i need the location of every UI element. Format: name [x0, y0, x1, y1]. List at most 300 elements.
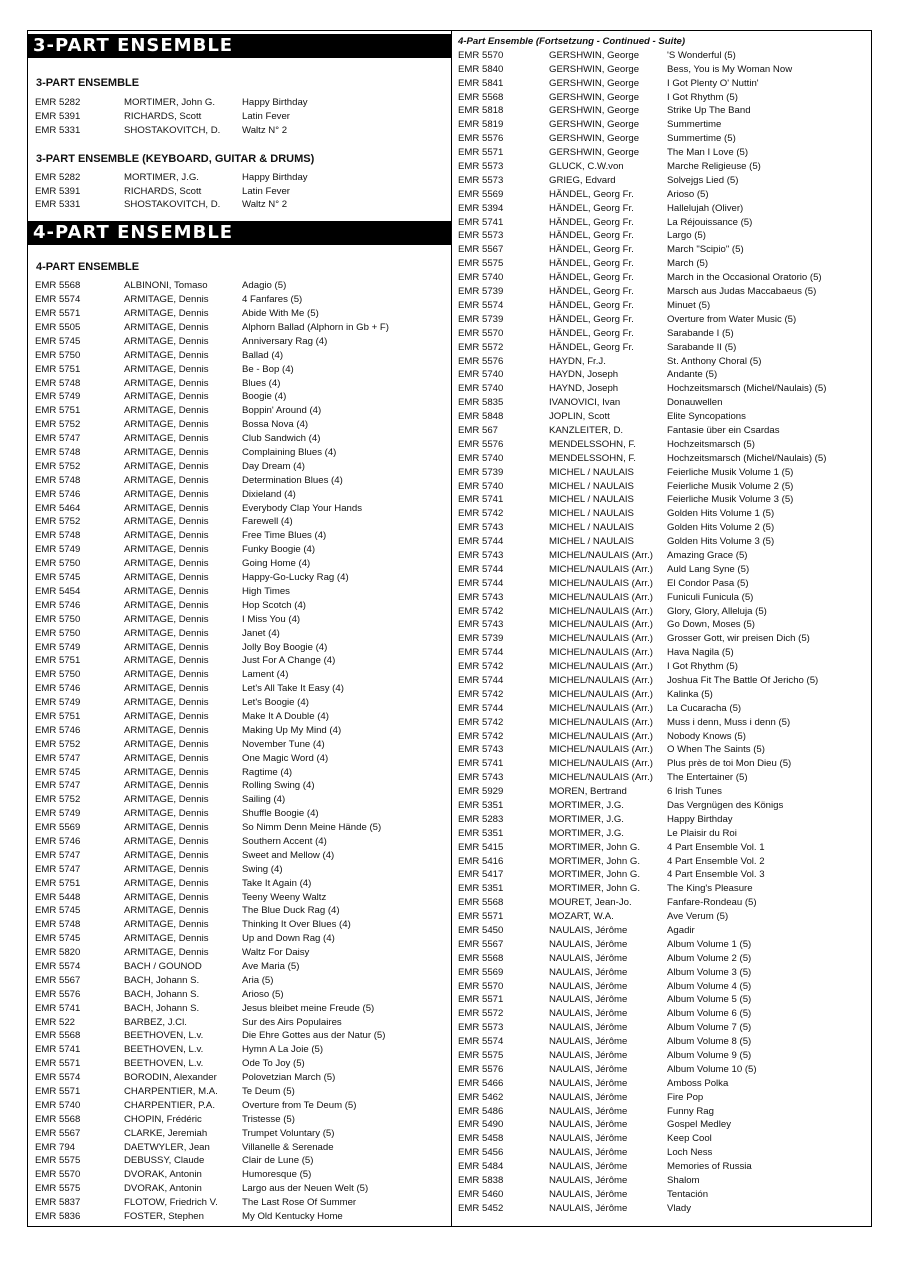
catalog-code: EMR 5572 [458, 341, 504, 353]
catalog-row [452, 91, 872, 105]
work-title: Boogie (4) [242, 391, 287, 403]
catalog-code: EMR 5567 [458, 244, 504, 256]
catalog-code: EMR 5486 [458, 1105, 504, 1117]
work-title: Southern Accent (4) [242, 835, 327, 847]
list-3-part [27, 96, 451, 138]
work-title: Shuffle Boogie (4) [242, 808, 319, 820]
catalog-row [27, 779, 451, 793]
composer-name: NAULAIS, Jérôme [549, 1036, 628, 1048]
work-title: Let's Boogie (4) [242, 697, 309, 709]
work-title: Humoresque (5) [242, 1169, 312, 1181]
catalog-code: EMR 5351 [458, 827, 504, 839]
catalog-row [452, 424, 872, 438]
catalog-row [452, 118, 872, 132]
work-title: Alphorn Ballad (Alphorn in Gb + F) [242, 322, 389, 334]
catalog-code: EMR 5570 [458, 980, 504, 992]
composer-name: CLARKE, Jeremiah [124, 1127, 208, 1139]
catalog-row [452, 1188, 872, 1202]
catalog-row [27, 1043, 451, 1057]
catalog-row [27, 1196, 451, 1210]
catalog-row [452, 702, 872, 716]
composer-name: BORODIN, Alexander [124, 1072, 217, 1084]
composer-name: ARMITAGE, Dennis [124, 641, 209, 653]
composer-name: MICHEL/NAULAIS (Arr.) [549, 647, 653, 659]
catalog-code: EMR 5749 [35, 544, 81, 556]
work-title: Fantasie über ein Csardas [667, 424, 780, 436]
catalog-code: EMR 5569 [458, 188, 504, 200]
catalog-code: EMR 5748 [35, 447, 81, 459]
composer-name: MORTIMER, J.G. [549, 800, 624, 811]
catalog-row [27, 585, 451, 599]
catalog-code: EMR 5574 [458, 1036, 504, 1048]
composer-name: NAULAIS, Jérôme [549, 1147, 628, 1159]
catalog-code: EMR 5574 [458, 299, 504, 311]
composer-name: MICHEL / NAULAIS [549, 536, 634, 548]
catalog-code: EMR 5576 [458, 133, 504, 145]
catalog-code: EMR 794 [35, 1141, 75, 1153]
work-title: Marsch aus Judas Maccabaeus (5) [667, 286, 817, 298]
catalog-code: EMR 5745 [35, 335, 81, 347]
work-title: I Got Rhythm (5) [667, 661, 738, 673]
catalog-row [452, 1035, 872, 1049]
composer-name: ARMITAGE, Dennis [124, 613, 209, 625]
composer-name: MENDELSSOHN, F. [549, 452, 636, 464]
catalog-code: EMR 5505 [35, 322, 81, 334]
catalog-row [452, 493, 872, 507]
catalog-row [452, 771, 872, 785]
list-4-part [27, 279, 451, 1224]
work-title: Hochzeitsmarsch (Michel/Naulais) (5) [667, 452, 827, 464]
work-title: Album Volume 4 (5) [667, 980, 752, 992]
work-title: Abide With Me (5) [242, 308, 319, 320]
work-title: Andante (5) [667, 369, 718, 381]
work-title: Boppin' Around (4) [242, 405, 322, 417]
work-title: High Times [242, 585, 290, 597]
composer-name: NAULAIS, Jérôme [549, 1077, 628, 1089]
catalog-code: EMR 5746 [35, 599, 81, 611]
work-title: Gospel Medley [667, 1119, 731, 1131]
composer-name: ARMITAGE, Dennis [124, 724, 209, 736]
catalog-row [27, 543, 451, 557]
catalog-code: EMR 5331 [35, 124, 81, 136]
composer-name: ARMITAGE, Dennis [124, 585, 209, 597]
work-title: Elite Syncopations [667, 411, 746, 423]
composer-name: NAULAIS, Jérôme [549, 966, 628, 978]
right-column [452, 30, 872, 1216]
composer-name: ARMITAGE, Dennis [124, 335, 209, 347]
composer-name: NAULAIS, Jérôme [549, 1175, 628, 1187]
work-title: Keep Cool [667, 1133, 712, 1145]
catalog-code: EMR 5740 [458, 272, 504, 284]
work-title: March (5) [667, 258, 709, 270]
composer-name: ARMITAGE, Dennis [124, 363, 209, 375]
work-title: Bossa Nova (4) [242, 419, 309, 431]
catalog-row [27, 724, 451, 738]
work-title: El Condor Pasa (5) [667, 577, 749, 589]
composer-name: ALBINONI, Tomaso [124, 280, 208, 292]
composer-name: BACH, Johann S. [124, 974, 200, 986]
catalog-row [452, 104, 872, 118]
work-title: Album Volume 3 (5) [667, 966, 752, 978]
composer-name: DVORAK, Antonin [124, 1183, 202, 1195]
composer-name: GERSHWIN, George [549, 147, 640, 159]
composer-name: GERSHWIN, George [549, 91, 640, 103]
catalog-code: EMR 5575 [458, 258, 504, 270]
catalog-row [27, 321, 451, 335]
catalog-row [452, 966, 872, 980]
catalog-row [452, 1105, 872, 1119]
composer-name: MORTIMER, John G. [549, 841, 640, 853]
work-title: Go Down, Moses (5) [667, 619, 755, 631]
composer-name: MICHEL / NAULAIS [549, 522, 634, 534]
work-title: Hallelujah (Oliver) [667, 202, 744, 214]
work-title: Minuet (5) [667, 299, 711, 311]
composer-name: BACH, Johann S. [124, 1002, 200, 1014]
catalog-code: EMR 5747 [35, 849, 81, 861]
work-title: Grosser Gott, wir preisen Dich (5) [667, 633, 810, 645]
catalog-row [452, 174, 872, 188]
composer-name: BACH / GOUNOD [124, 960, 202, 972]
catalog-code: EMR 5743 [458, 619, 504, 631]
catalog-code: EMR 5417 [458, 869, 504, 881]
catalog-row [452, 980, 872, 994]
catalog-row [27, 766, 451, 780]
work-title: Album Volume 2 (5) [667, 952, 752, 964]
composer-name: ARMITAGE, Dennis [124, 780, 209, 792]
catalog-code: EMR 5752 [35, 419, 81, 431]
work-title: Making Up My Mind (4) [242, 724, 342, 736]
composer-name: NAULAIS, Jérôme [549, 1133, 628, 1145]
catalog-code: EMR 5750 [35, 627, 81, 639]
catalog-row [27, 390, 451, 404]
work-title: Hochzeitsmarsch (5) [667, 438, 755, 450]
catalog-row [27, 502, 451, 516]
catalog-code: EMR 5742 [458, 661, 504, 673]
catalog-code: EMR 5567 [35, 974, 81, 986]
catalog-row [27, 974, 451, 988]
composer-name: HÄNDEL, Georg Fr. [549, 272, 634, 284]
work-title: 6 Irish Tunes [667, 786, 722, 798]
catalog-row [452, 952, 872, 966]
work-title: Jolly Boy Boogie (4) [242, 641, 328, 653]
catalog-row [452, 257, 872, 271]
catalog-row [452, 993, 872, 1007]
work-title: Largo (5) [667, 230, 706, 242]
composer-name: HÄNDEL, Georg Fr. [549, 188, 634, 200]
work-title: Villanelle & Serenade [242, 1141, 334, 1153]
catalog-row [452, 882, 872, 896]
catalog-row [27, 849, 451, 863]
catalog-row [452, 216, 872, 230]
catalog-code: EMR 5743 [458, 591, 504, 603]
work-title: Arioso (5) [667, 188, 709, 200]
composer-name: HÄNDEL, Georg Fr. [549, 299, 634, 311]
catalog-row [452, 480, 872, 494]
catalog-row [452, 591, 872, 605]
work-title: Fanfare-Rondeau (5) [667, 897, 757, 909]
composer-name: MICHEL / NAULAIS [549, 466, 634, 478]
work-title: The Last Rose Of Summer [242, 1197, 357, 1209]
catalog-row [452, 313, 872, 327]
composer-name: SHOSTAKOVITCH, D. [124, 124, 221, 136]
work-title: Free Time Blues (4) [242, 530, 327, 542]
composer-name: CHARPENTIER, P.A. [124, 1099, 215, 1111]
composer-name: ARMITAGE, Dennis [124, 627, 209, 639]
composer-name: NAULAIS, Jérôme [549, 952, 628, 964]
composer-name: MICHEL / NAULAIS [549, 508, 634, 520]
work-title: Album Volume 1 (5) [667, 938, 752, 950]
composer-name: ARMITAGE, Dennis [124, 766, 209, 778]
catalog-code: EMR 5571 [35, 308, 81, 320]
work-title: So Nimm Denn Meine Hände (5) [242, 822, 382, 834]
catalog-code: EMR 5466 [458, 1077, 504, 1089]
catalog-code: EMR 5838 [458, 1175, 504, 1187]
catalog-code: EMR 5741 [458, 758, 504, 770]
composer-name: MICHEL/NAULAIS (Arr.) [549, 674, 653, 686]
catalog-row [452, 1160, 872, 1174]
catalog-code: EMR 5574 [35, 1072, 81, 1084]
work-title: I Got Plenty O' Nuttin' [667, 77, 759, 89]
catalog-code: EMR 5739 [458, 313, 504, 325]
catalog-row [452, 563, 872, 577]
work-title: Te Deum (5) [242, 1086, 295, 1097]
catalog-code: EMR 5282 [35, 97, 81, 108]
catalog-code: EMR 5739 [458, 286, 504, 298]
catalog-code: EMR 5575 [35, 1183, 81, 1195]
work-title: Album Volume 6 (5) [667, 1008, 752, 1020]
catalog-code: EMR 5568 [458, 897, 504, 909]
work-title: Going Home (4) [242, 558, 311, 570]
catalog-row [452, 410, 872, 424]
composer-name: ARMITAGE, Dennis [124, 905, 209, 917]
composer-name: HÄNDEL, Georg Fr. [549, 313, 634, 325]
continued-heading: 4-Part Ensemble (Fortsetzung - Continued - Suite) [458, 36, 686, 47]
composer-name: BEETHOVEN, L.v. [124, 1030, 204, 1042]
composer-name: HÄNDEL, Georg Fr. [549, 286, 634, 298]
composer-name: NAULAIS, Jérôme [549, 1022, 628, 1034]
work-title: Everybody Clap Your Hands [242, 502, 362, 514]
catalog-row [27, 446, 451, 460]
catalog-row [27, 932, 451, 946]
composer-name: ARMITAGE, Dennis [124, 849, 209, 861]
catalog-row [27, 432, 451, 446]
work-title: Complaining Blues (4) [242, 447, 337, 459]
composer-name: FOSTER, Stephen [124, 1211, 204, 1223]
catalog-code: EMR 5750 [35, 669, 81, 681]
composer-name: ARMITAGE, Dennis [124, 349, 209, 361]
catalog-row [27, 752, 451, 766]
composer-name: ARMITAGE, Dennis [124, 391, 209, 403]
composer-name: MICHEL/NAULAIS (Arr.) [549, 730, 653, 742]
composer-name: ARMITAGE, Dennis [124, 794, 209, 806]
composer-name: ARMITAGE, Dennis [124, 433, 209, 445]
catalog-row [27, 793, 451, 807]
work-title: Muss i denn, Muss i denn (5) [667, 716, 791, 728]
work-title: Latin Fever [242, 185, 290, 197]
section-banner-3-part: 3-PART ENSEMBLE [27, 34, 451, 58]
catalog-code: EMR 5572 [458, 1008, 504, 1020]
catalog-code: EMR 5739 [458, 466, 504, 478]
catalog-code: EMR 5740 [458, 452, 504, 464]
catalog-code: EMR 5751 [35, 877, 81, 889]
work-title: Swing (4) [242, 863, 283, 875]
work-title: La Cucaracha (5) [667, 702, 742, 714]
composer-name: BARBEZ, J.Cl. [124, 1016, 187, 1028]
catalog-row [27, 877, 451, 891]
composer-name: ARMITAGE, Dennis [124, 947, 209, 959]
catalog-code: EMR 5751 [35, 363, 81, 375]
catalog-code: EMR 5571 [458, 994, 504, 1006]
work-title: Funky Boogie (4) [242, 544, 316, 556]
composer-name: NAULAIS, Jérôme [549, 1188, 628, 1200]
catalog-code: EMR 5570 [458, 49, 504, 61]
composer-name: DEBUSSY, Claude [124, 1155, 205, 1167]
work-title: Tentación [667, 1188, 709, 1200]
catalog-code: EMR 5576 [458, 1063, 504, 1075]
catalog-code: EMR 5573 [458, 161, 504, 173]
catalog-code: EMR 5749 [35, 697, 81, 709]
catalog-code: EMR 5741 [458, 216, 504, 228]
work-title: The Blue Duck Rag (4) [242, 905, 340, 917]
composer-name: MORTIMER, John G. [549, 855, 640, 867]
catalog-code: EMR 5569 [458, 966, 504, 978]
composer-name: GERSHWIN, George [549, 49, 640, 61]
composer-name: GERSHWIN, George [549, 133, 640, 145]
composer-name: GLUCK, C.W.von [549, 161, 624, 173]
catalog-code: EMR 5746 [35, 683, 81, 695]
composer-name: NAULAIS, Jérôme [549, 1008, 628, 1020]
work-title: Waltz For Daisy [242, 947, 310, 959]
composer-name: ARMITAGE, Dennis [124, 419, 209, 431]
catalog-row [27, 1127, 451, 1141]
work-title: Make It A Double (4) [242, 710, 329, 722]
composer-name: MICHEL/NAULAIS (Arr.) [549, 772, 653, 784]
catalog-row [27, 515, 451, 529]
catalog-row [452, 855, 872, 869]
catalog-code: EMR 5841 [458, 77, 504, 89]
catalog-code: EMR 5567 [35, 1127, 81, 1139]
catalog-code: EMR 5742 [458, 688, 504, 700]
catalog-code: EMR 5741 [35, 1044, 81, 1056]
catalog-code: EMR 5747 [35, 780, 81, 792]
catalog-row [27, 613, 451, 627]
catalog-row [452, 743, 872, 757]
composer-name: ARMITAGE, Dennis [124, 822, 209, 834]
catalog-row [452, 549, 872, 563]
catalog-row [452, 938, 872, 952]
composer-name: MICHEL/NAULAIS (Arr.) [549, 549, 653, 561]
catalog-code: EMR 5448 [35, 891, 81, 903]
work-title: Amazing Grace (5) [667, 549, 748, 561]
work-title: Nobody Knows (5) [667, 730, 746, 742]
catalog-code: EMR 5840 [458, 63, 504, 75]
work-title: Hop Scotch (4) [242, 599, 306, 611]
catalog-row [27, 627, 451, 641]
catalog-row [27, 599, 451, 613]
composer-name: HÄNDEL, Georg Fr. [549, 258, 634, 270]
composer-name: ARMITAGE, Dennis [124, 808, 209, 820]
catalog-row [452, 466, 872, 480]
composer-name: HÄNDEL, Georg Fr. [549, 341, 634, 353]
composer-name: ARMITAGE, Dennis [124, 544, 209, 556]
composer-name: MORTIMER, John G. [549, 869, 640, 881]
catalog-row [27, 641, 451, 655]
catalog-row [452, 813, 872, 827]
catalog-row [27, 335, 451, 349]
work-title: Ragtime (4) [242, 766, 293, 778]
catalog-code: EMR 5820 [35, 947, 81, 959]
catalog-code: EMR 5748 [35, 530, 81, 542]
composer-name: NAULAIS, Jérôme [549, 925, 628, 937]
composer-name: ARMITAGE, Dennis [124, 877, 209, 889]
catalog-row [27, 946, 451, 960]
work-title: Just For A Change (4) [242, 655, 336, 667]
catalog-row [27, 1029, 451, 1043]
composer-name: NAULAIS, Jérôme [549, 1050, 628, 1062]
work-title: Shalom [667, 1175, 700, 1187]
catalog-row [27, 682, 451, 696]
work-title: Hymn A La Joie (5) [242, 1044, 324, 1056]
work-title: Sarabande I (5) [667, 327, 734, 339]
work-title: Anniversary Rag (4) [242, 335, 328, 347]
composer-name: BEETHOVEN, L.v. [124, 1058, 204, 1070]
composer-name: GERSHWIN, George [549, 105, 640, 117]
composer-name: MICHEL/NAULAIS (Arr.) [549, 758, 653, 770]
catalog-row [452, 1063, 872, 1077]
catalog-code: EMR 5746 [35, 488, 81, 500]
work-title: Auld Lang Syne (5) [667, 563, 750, 575]
catalog-row [27, 404, 451, 418]
composer-name: NAULAIS, Jérôme [549, 1091, 628, 1103]
catalog-row [27, 1099, 451, 1113]
composer-name: CHOPIN, Frédéric [124, 1113, 202, 1125]
catalog-row [27, 807, 451, 821]
catalog-row [27, 863, 451, 877]
work-title: Happy Birthday [667, 813, 733, 825]
catalog-code: EMR 5848 [458, 411, 504, 423]
catalog-row [27, 1002, 451, 1016]
catalog-row [452, 646, 872, 660]
subheading-3-part: 3-PART ENSEMBLE [36, 77, 140, 89]
work-title: Das Vergnügen des Königs [667, 800, 784, 811]
composer-name: ARMITAGE, Dennis [124, 474, 209, 486]
composer-name: NAULAIS, Jérôme [549, 1119, 628, 1131]
composer-name: NAULAIS, Jérôme [549, 980, 628, 992]
work-title: Happy Birthday [242, 171, 308, 183]
work-title: Donauwellen [667, 397, 723, 409]
catalog-code: EMR 5752 [35, 516, 81, 528]
catalog-code: EMR 5746 [35, 835, 81, 847]
catalog-code: EMR 5744 [458, 563, 504, 575]
composer-name: ARMITAGE, Dennis [124, 377, 209, 389]
catalog-row [452, 535, 872, 549]
catalog-row [452, 1132, 872, 1146]
catalog-row [452, 868, 872, 882]
work-title: Aria (5) [242, 974, 274, 986]
left-column [27, 30, 451, 1224]
catalog-row [452, 132, 872, 146]
catalog-code: EMR 5570 [458, 327, 504, 339]
catalog-code: EMR 5739 [458, 633, 504, 645]
work-title: Largo aus der Neuen Welt (5) [242, 1183, 369, 1195]
catalog-row [452, 577, 872, 591]
work-title: Ave Verum (5) [667, 911, 729, 923]
catalog-row [27, 571, 451, 585]
work-title: Ave Maria (5) [242, 960, 300, 972]
catalog-row [452, 618, 872, 632]
catalog-row [452, 452, 872, 466]
work-title: Blues (4) [242, 377, 281, 389]
